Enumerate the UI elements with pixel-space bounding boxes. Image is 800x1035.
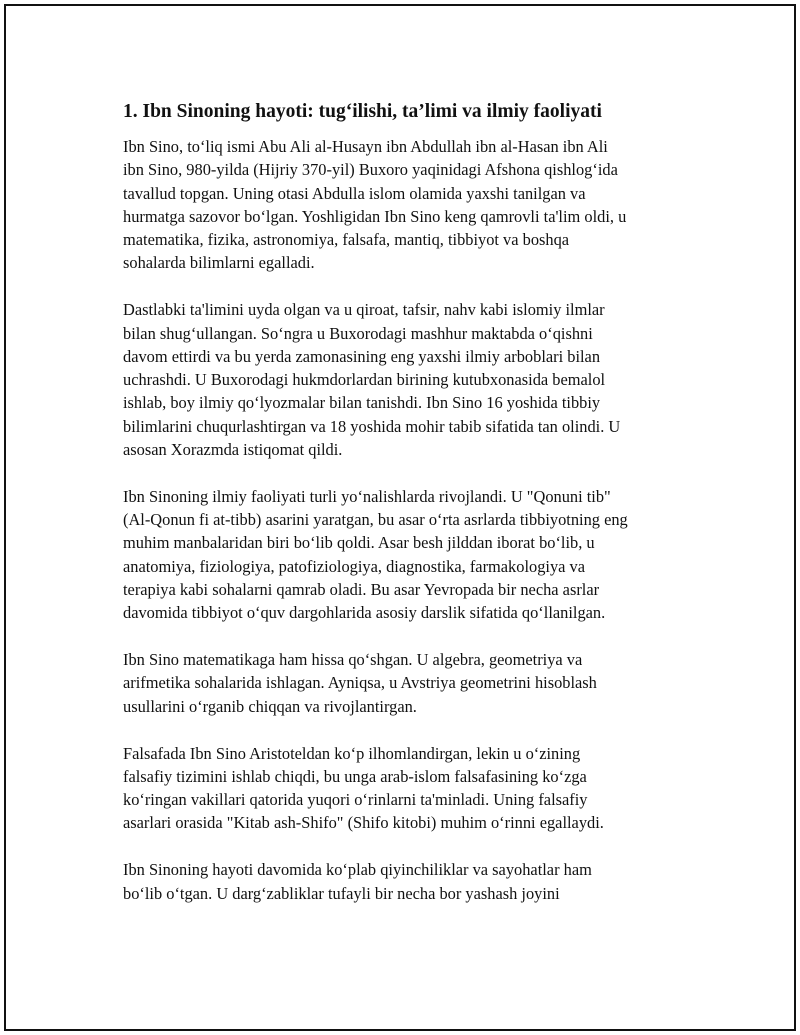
text-line: usullarini o‘rganib chiqqan va rivojlantirgan. [123,696,417,716]
paragraphs-container [123,135,703,905]
paragraph-2 [123,298,703,461]
text-line: hurmatga sazovor bo‘lgan. Yoshligidan Ibn Sino keng qamrovli ta'lim oldi, u [123,206,627,226]
text-line: arifmetika sohalarida ishlagan. Ayniqsa, u Avstriya geometrini hisoblash [123,673,597,693]
text-line: ko‘ringan vakillari qatorida yuqori o‘rinlarni ta'minladi. Uning falsafiy [123,790,588,810]
text-line: asosan Xorazmda istiqomat qildi. [123,440,343,460]
text-line: tavallud topgan. Uning otasi Abdulla islom olamida yaxshi tanilgan va [123,183,586,203]
text-line: terapiya kabi sohalarni qamrab oladi. Bu asar Yevropada bir necha asrlar [123,580,600,600]
text-line: Ibn Sino, to‘liq ismi Abu Ali al-Husayn ibn Abdullah ibn al-Hasan ibn Ali [123,137,608,156]
text-line: ishlab, boy ilmiy qo‘lyozmalar bilan tanishdi. Ibn Sino 16 yoshida tibbiy [123,393,601,413]
text-line: asarlari orasida "Kitab ash-Shifo" (Shifo kitobi) muhim o‘rinni egallaydi. [123,813,604,833]
text-line: matematika, fizika, astronomiya, falsafa, mantiq, tibbiyot va boshqa [123,230,570,250]
text-line: muhim manbalaridan biri bo‘lib qoldi. Asar besh jilddan iborat bo‘lib, u [123,533,595,553]
document-body [123,99,703,928]
paragraph-4 [123,648,703,718]
text-line: Ibn Sino matematikaga ham hissa qo‘shgan. U algebra, geometriya va [123,650,583,670]
text-line: davom ettirdi va bu yerda zamonasining eng yaxshi ilmiy arboblari bilan [123,346,601,366]
paragraph-5 [123,742,703,835]
text-line: Ibn Sinoning ilmiy faoliyati turli yo‘nalishlarda rivojlandi. U "Qonuni tib" [123,486,611,506]
text-line: sohalarda bilimlarni egalladi. [123,253,315,273]
page-frame [4,4,796,1031]
section-heading: 1. Ibn Sinoning hayoti: tug‘ilishi, ta’limi va ilmiy faoliyati [123,101,602,122]
paragraph-1 [123,135,703,275]
paragraph-6 [123,858,703,905]
paragraph-3 [123,485,703,625]
text-line: anatomiya, fiziologiya, patofiziologiya, diagnostika, farmakologiya va [123,556,585,576]
text-line: (Al-Qonun fi at-tibb) asarini yaratgan, bu asar o‘rta asrlarda tibbiyotning eng [123,510,628,530]
text-line: davomida tibbiyot o‘quv dargohlarida asosiy darslik sifatida qo‘llanilgan. [123,603,606,623]
text-line: ibn Sino, 980-yilda (Hijriy 370-yil) Buxoro yaqinidagi Afshona qishlog‘ida [123,160,618,180]
text-line: bilimlarini chuqurlashtirgan va 18 yoshida mohir tabib sifatida tan olindi. U [123,416,621,436]
text-line: falsafiy tizimini ishlab chiqdi, bu unga arab-islom falsafasining ko‘zga [123,766,587,786]
text-line: bo‘lib o‘tgan. U darg‘zabliklar tufayli bir necha bor yashash joyini [123,883,560,903]
text-line: Dastlabki ta'limini uyda olgan va u qiroat, tafsir, nahv kabi islomiy ilmlar [123,300,605,320]
text-line: Ibn Sinoning hayoti davomida ko‘plab qiyinchiliklar va sayohatlar ham [123,860,592,880]
text-line: Falsafada Ibn Sino Aristoteldan ko‘p ilhomlandirgan, lekin u o‘zining [123,743,581,763]
text-line: uchrashdi. U Buxorodagi hukmdorlardan birining kutubxonasida bemalol [123,370,606,390]
text-line: bilan shug‘ullangan. So‘ngra u Buxorodagi mashhur maktabda o‘qishni [123,323,593,343]
